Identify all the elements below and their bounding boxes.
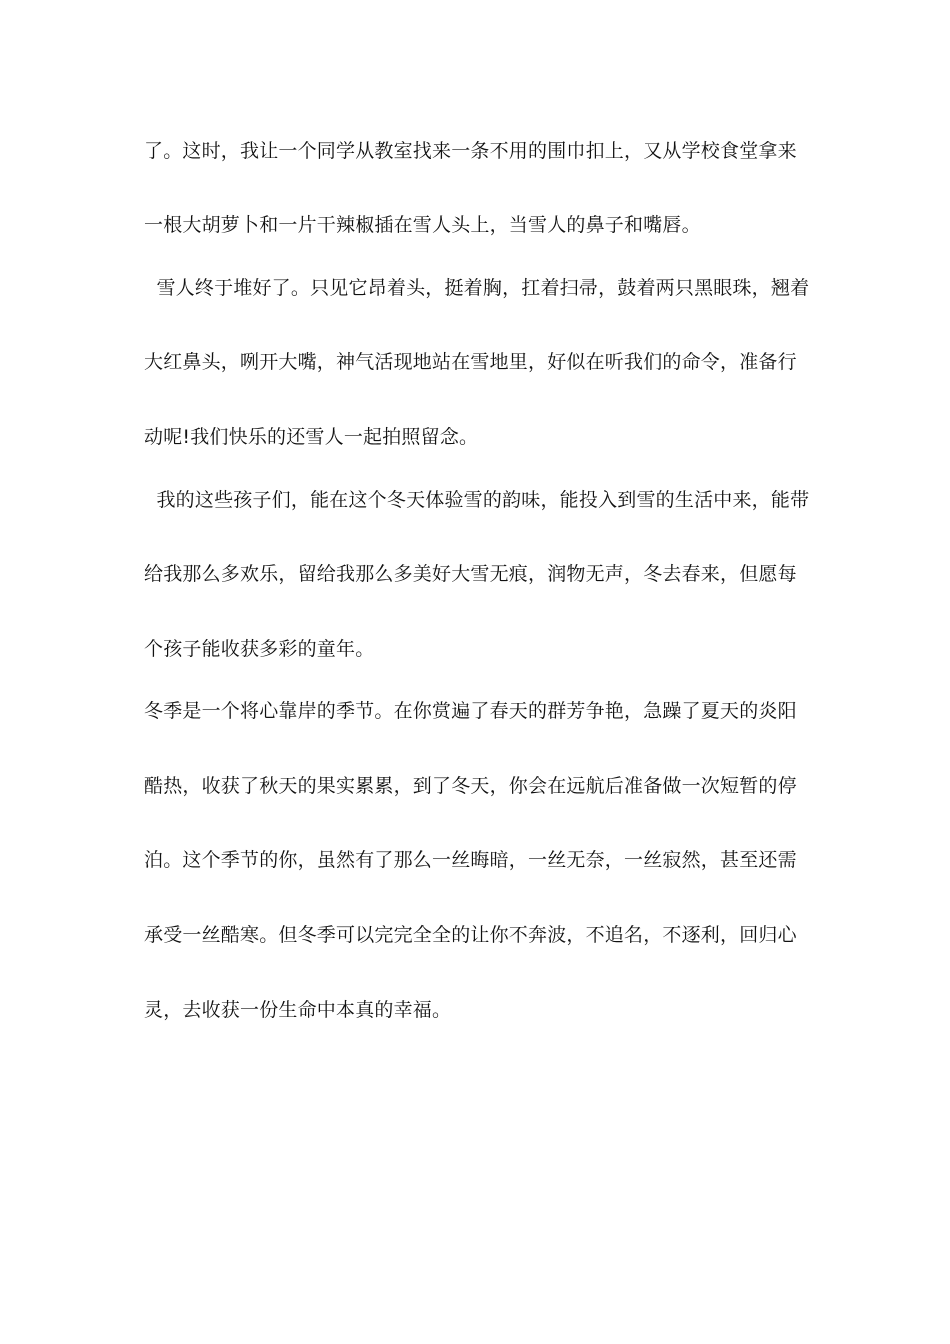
text-line: 一根大胡萝卜和一片干辣椒插在雪人头上，当雪人的鼻子和嘴唇。 [144, 214, 701, 236]
text-line: 承受一丝酷寒。但冬季可以完完全全的让你不奔波，不追名，不逐利，回归心 [144, 924, 797, 946]
text-line: 灵，去收获一份生命中本真的幸福。 [144, 999, 452, 1021]
text-line: 个孩子能收获多彩的童年。 [144, 638, 375, 660]
text-line: 我的这些孩子们，能在这个冬天体验雪的韵味，能投入到雪的生活中来，能带 [144, 489, 810, 511]
text-line: 泊。这个季节的你，虽然有了那么一丝晦暗，一丝无奈，一丝寂然，甚至还需 [144, 849, 797, 871]
text-line: 了。这时，我让一个同学从教室找来一条不用的围巾扣上，又从学校食堂拿来 [144, 140, 797, 162]
text-line: 酷热，收获了秋天的果实累累，到了冬天，你会在远航后准备做一次短暂的停 [144, 775, 797, 797]
text-line: 冬季是一个将心靠岸的季节。在你赏遍了春天的群芳争艳，急躁了夏天的炎阳 [144, 700, 797, 722]
text-line: 动呢!我们快乐的还雪人一起拍照留念。 [144, 426, 479, 448]
text-line: 大红鼻头，咧开大嘴，神气活现地站在雪地里，好似在听我们的命令，准备行 [144, 351, 797, 373]
text-line: 雪人终于堆好了。只见它昂着头，挺着胸，扛着扫帚，鼓着两只黑眼珠，翘着 [144, 277, 810, 299]
text-line: 给我那么多欢乐，留给我那么多美好大雪无痕，润物无声，冬去春来，但愿每 [144, 563, 797, 585]
